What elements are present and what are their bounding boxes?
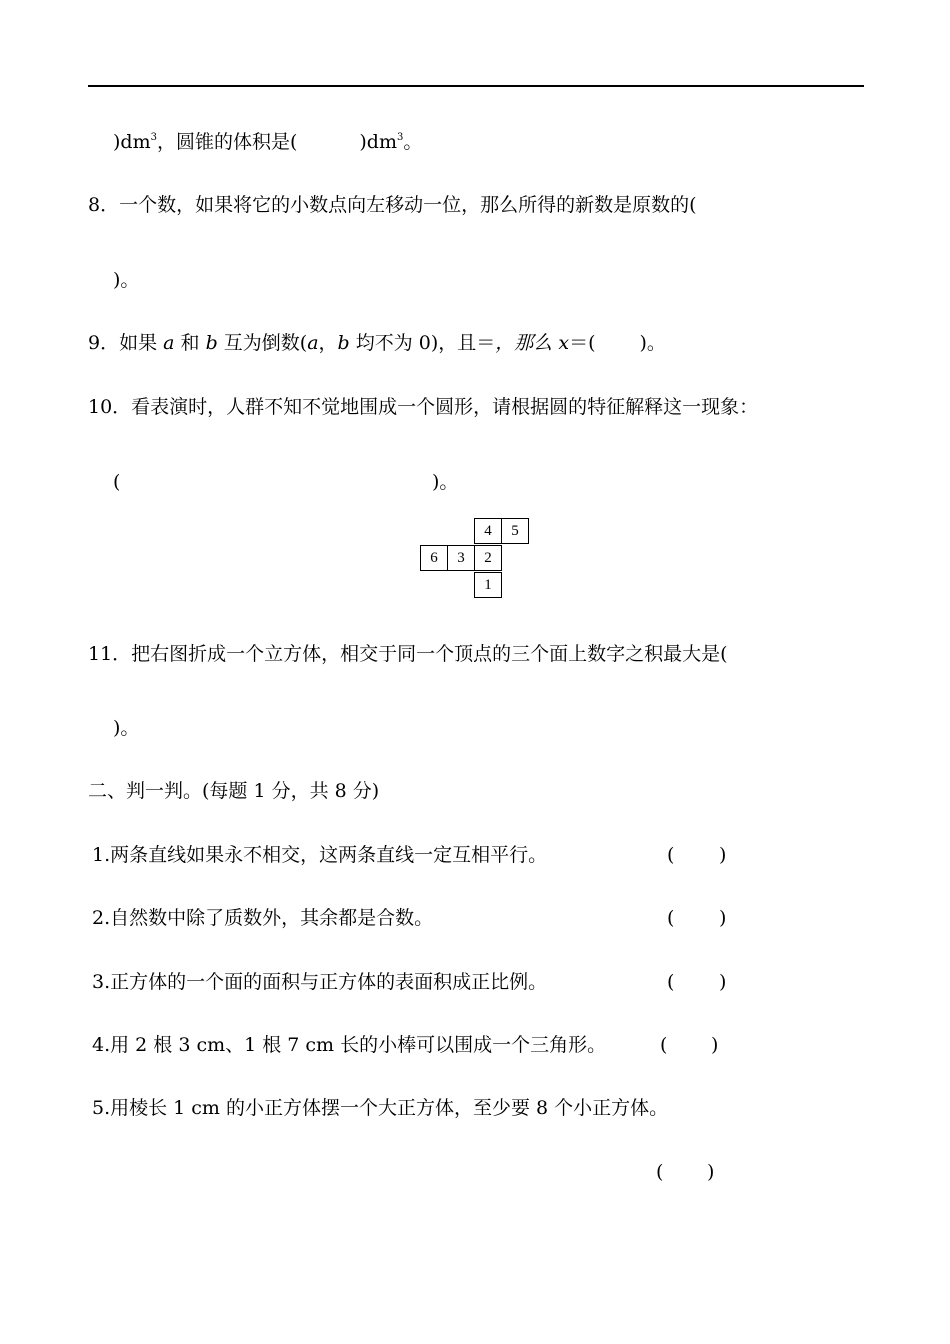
question-11-answer-close: )。 — [113, 717, 140, 739]
cube-face-6: 6 — [420, 545, 448, 571]
question-10-answer-close: )。 — [432, 471, 459, 493]
judge-1-close-bracket: ) — [719, 844, 727, 866]
judge-1-open-bracket: ( — [667, 844, 675, 866]
q7-tail: )$dm^3$，圆锥的体积是( )$dm^3$。 — [113, 131, 423, 153]
cube-face-3: 3 — [447, 545, 475, 571]
judge-5-open-bracket: ( — [656, 1161, 664, 1183]
judge-item-1: 1.两条直线如果永不相交，这两条直线一定互相平行。 — [92, 844, 548, 866]
judge-3-open-bracket: ( — [667, 971, 675, 993]
judge-2-open-bracket: ( — [667, 907, 675, 929]
question-8: 8．一个数，如果将它的小数点向左移动一位，那么所得的新数是原数的( — [88, 194, 697, 216]
question-9: 9．如果 a 和 b 互为倒数(a，b 均不为 0)，且＝，那么 x＝( )。 — [88, 332, 666, 354]
cube-face-4: 4 — [474, 518, 502, 544]
question-10-answer-open: ( — [113, 471, 121, 493]
judge-5-close-bracket: ) — [707, 1161, 715, 1183]
question-11: 11．把右图折成一个立方体，相交于同一个顶点的三个面上数字之积最大是( — [88, 643, 728, 665]
cube-face-2: 2 — [474, 545, 502, 571]
cube-face-5: 5 — [501, 518, 529, 544]
judge-4-close-bracket: ) — [711, 1034, 719, 1056]
judge-item-3: 3.正方体的一个面的面积与正方体的表面积成正比例。 — [92, 971, 548, 993]
judge-item-5: 5.用棱长 1 cm 的小正方体摆一个大正方体，至少要 8 个小正方体。 — [92, 1097, 669, 1119]
cube-net-figure — [420, 518, 530, 600]
judge-3-close-bracket: ) — [719, 971, 727, 993]
judge-item-4: 4.用 2 根 3 cm、1 根 7 cm 长的小棒可以围成一个三角形。 — [92, 1034, 607, 1056]
question-10: 10．看表演时，人群不知不觉地围成一个圆形，请根据圆的特征解释这一现象： — [88, 396, 759, 418]
judge-item-2: 2.自然数中除了质数外，其余都是合数。 — [92, 907, 434, 929]
judge-2-close-bracket: ) — [719, 907, 727, 929]
section-2-title: 二、判一判。(每题 1 分，共 8 分) — [88, 780, 380, 802]
judge-4-open-bracket: ( — [660, 1034, 668, 1056]
cube-face-1: 1 — [474, 572, 502, 598]
header-rule — [88, 85, 864, 87]
question-8-answer-close: )。 — [113, 269, 140, 291]
